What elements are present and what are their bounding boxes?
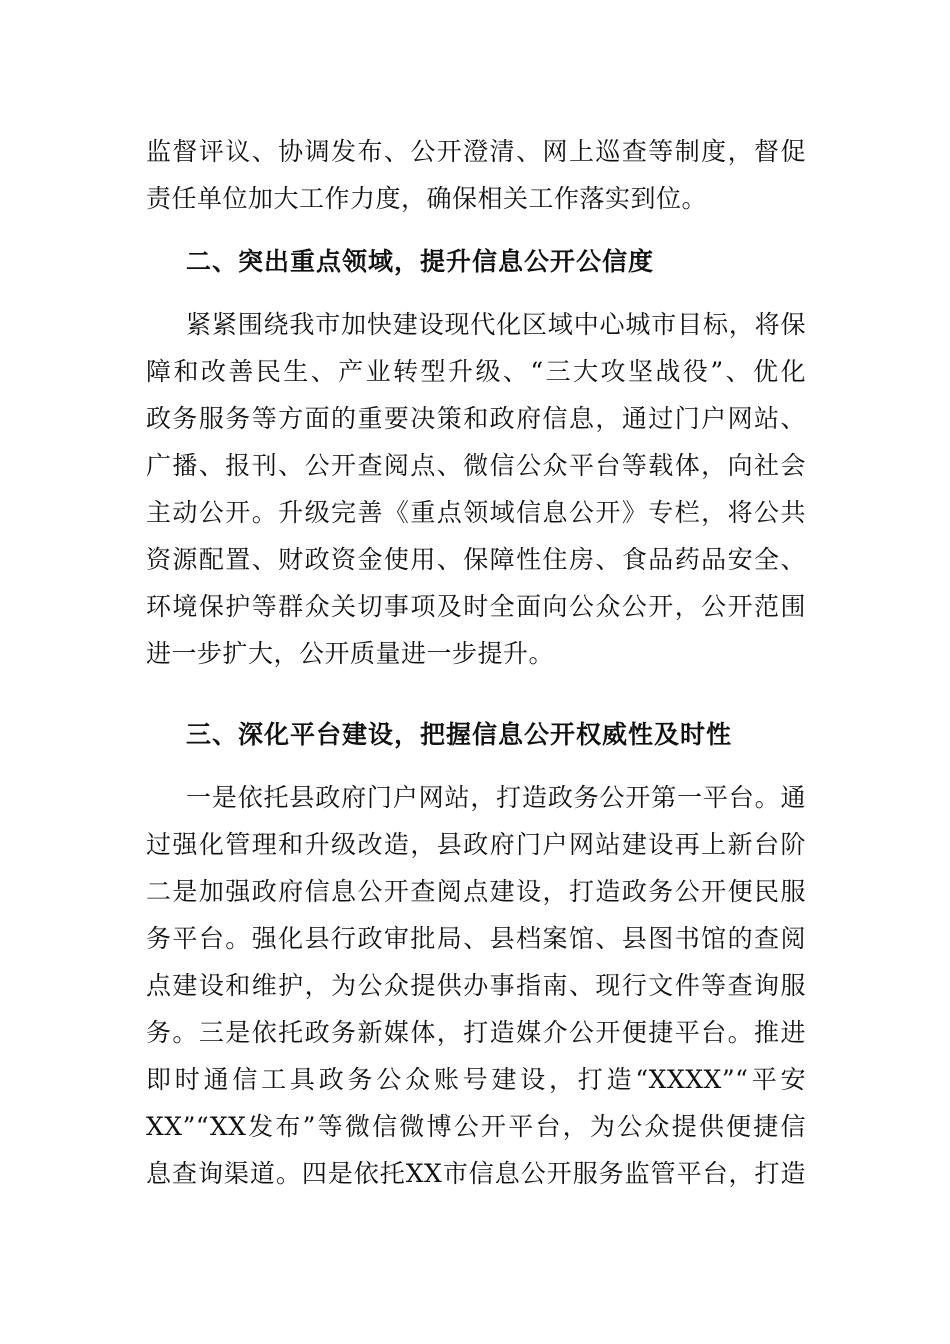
text-line: 一是依托县政府门户网站，打造政务公开第一平台。通 bbox=[186, 783, 806, 812]
text-line: 息查询渠道。四是依托XX市信息公开服务监管平台，打造 bbox=[146, 1159, 806, 1188]
text-line: XX”“XX发布”等微信微博公开平台，为公众提供便捷信 bbox=[146, 1112, 806, 1141]
text-line: 政务服务等方面的重要决策和政府信息，通过门户网站、 bbox=[146, 404, 806, 433]
text-line: 障和改善民生、产业转型升级、“三大攻坚战役”、优化 bbox=[146, 357, 806, 386]
text-line: 责任单位加大工作力度，确保相关工作落实到位。 bbox=[146, 184, 708, 213]
paragraph-continuation bbox=[146, 128, 806, 222]
heading-text: 三、深化平台建设，把握信息公开权威性及时性 bbox=[186, 720, 733, 749]
text-line: 务平台。强化县行政审批局、县档案馆、县图书馆的查阅 bbox=[146, 924, 806, 953]
paragraph-key-areas bbox=[146, 301, 806, 677]
text-line: 紧紧围绕我市加快建设现代化区域中心城市目标，将保 bbox=[186, 310, 806, 339]
text-line: 务。三是依托政务新媒体，打造媒介公开便捷平台。推进 bbox=[146, 1018, 806, 1047]
text-line: 广播、报刊、公开查阅点、微信公众平台等载体，向社会 bbox=[146, 451, 806, 480]
heading-text: 二、突出重点领域，提升信息公开公信度 bbox=[186, 247, 655, 276]
text-line: 过强化管理和升级改造，县政府门户网站建设再上新台阶 bbox=[146, 830, 806, 859]
text-line: 监督评议、协调发布、公开澄清、网上巡查等制度，督促 bbox=[146, 137, 806, 166]
text-line: 资源配置、财政资金使用、保障性住房、食品药品安全、 bbox=[146, 545, 806, 574]
section-heading-2 bbox=[146, 238, 806, 285]
text-line: 环境保护等群众关切事项及时全面向公众公开，公开范围 bbox=[146, 592, 806, 621]
text-line: 二是加强政府信息公开查阅点建设，打造政务公开便民服 bbox=[146, 877, 806, 906]
text-line: 进一步扩大，公开质量进一步提升。 bbox=[146, 639, 555, 668]
section-heading-3 bbox=[146, 711, 806, 758]
text-line: 点建设和维护，为公众提供办事指南、现行文件等查询服 bbox=[146, 971, 806, 1000]
text-line: 即时通信工具政务公众账号建设，打造“XXXX”“平安 bbox=[146, 1065, 806, 1094]
text-line: 主动公开。升级完善《重点领域信息公开》专栏，将公共 bbox=[146, 498, 806, 527]
paragraph-platform-building bbox=[146, 774, 806, 1197]
